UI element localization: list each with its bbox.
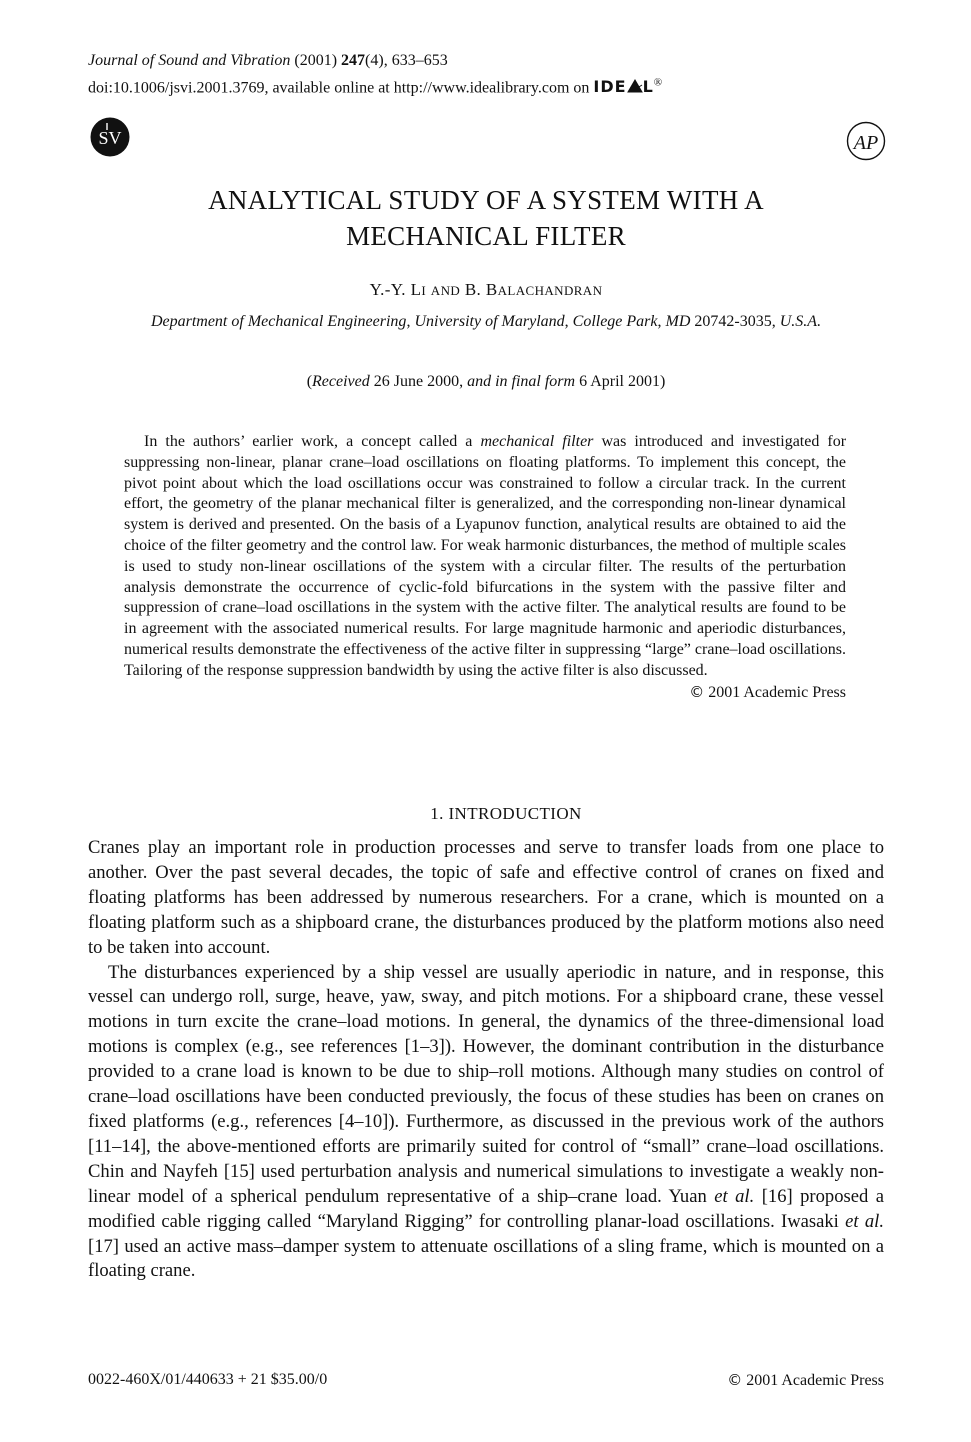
- citation-line: [88, 50, 662, 72]
- abstract-text: In the authors’ earlier work, a concept called a mechanical filter was introduced and investigated for suppressing non-linear, planar crane–load oscillations on floating platforms. To implement this concept, the pivot point about which the load oscillations occur was constrained to follow a circular track. In the current effort, the geometry of the planar mechanical filter is generalized, and the corresponding non-linear dynamical system is derived and presented. On the basis of a Lyapunov function, analytical results are obtained to aid the choice of the filter geometry and the control law. For weak harmonic disturbances, the method of multiple scales is used to study non-linear oscillations of the system with a circular filter. The results of the perturbation analysis demonstrate the occurrence of cyclic-fold bifurcations in the system with the passive filter and suppression of crane–load oscillations in the system with the active filter. The analytical results are found to be in agreement with the associated numerical results. For large magnitude harmonic and aperiodic disturbances, numerical results demonstrate the effectiveness of the active filter in suppressing “large” crane–load oscillations. Tailoring of the response suppression bandwidth by using the active filter is also discussed.: [124, 433, 847, 679]
- footer-code: 0022-460X/01/440633 + 21 $35.00/0: [88, 1371, 328, 1388]
- svg-text:SV: SV: [98, 128, 122, 148]
- abstract-term: mechanical filter: [480, 433, 594, 450]
- paragraph-1: Cranes play an important role in production processes and serve to transfer loads from one place to another. Over the past several decades, the topic of safe and effective control of cranes on fixed and floating platforms has been addressed by numerous researchers. For a crane, which is mounted on a floating platform such as a shipboard crane, the disturbances produced by the platform motions also need to be taken into account.: [88, 837, 884, 958]
- doi-text[interactable]: doi:10.1006/jsvi.2001.3769, available online at http://www.idealibrary.com on: [88, 79, 590, 97]
- journal-name: Journal of Sound and Vibration: [88, 52, 291, 69]
- paragraph-2: The disturbances experienced by a ship vessel are usually aperiodic in nature, and in response, this vessel can undergo roll, surge, heave, yaw, sway, and pitch motions. For a shipboard crane, these vessel motions in turn excite the crane–load motions. In general, the dynamics of the three-dimensional load motions is complex (e.g., see references [1–3]). However, the dominant contribution in the disturbance provided to a crane load is known to be due to ship–roll motions. Although many studies on control of crane–load oscillations have been conducted previously, the focus of these studies has been on cranes on fixed platforms (e.g., references [4–10]). Furthermore, as discussed in the previous work of the authors [11–14], the above-mentioned efforts are primarily suited for control of “small” crane–load oscillations. Chin and Nayfeh [15] used perturbation analysis and numerical simulations to investigate a weakly non-linear model of a spherical pendulum representative of a ship–crane load. Yuan et al. [16] proposed a modified cable rigging called “Maryland Rigging” for controlling planar-load oscillations. Iwasaki et al. [17] used an active mass–damper system to attenuate oscillations of a sling frame, which is mounted on a floating crane.: [88, 961, 885, 1282]
- ideal-logo: IDE L®: [593, 77, 663, 97]
- ap-publisher-logo: [846, 121, 886, 161]
- author-1: Y.-Y. LI: [369, 280, 427, 299]
- author-line: [88, 280, 884, 300]
- and-word: AND: [430, 283, 461, 298]
- received-dates: (Received 26 June 2000, and in final form 6 April 2001): [306, 373, 666, 390]
- abstract-copyright: © 2001 Academic Press: [689, 682, 846, 701]
- title-line-2: MECHANICAL FILTER: [346, 221, 626, 251]
- ideal-triangle-icon: [627, 79, 643, 93]
- journal-header: [88, 50, 662, 99]
- body-text: [88, 836, 884, 1284]
- affiliation: Department of Mechanical Engineering, University of Maryland, College Park, MD 20742-3035, U.S.A.: [150, 313, 822, 330]
- journal-volume: 247: [341, 52, 366, 69]
- title-line-1: ANALYTICAL STUDY OF A SYSTEM WITH A: [208, 185, 764, 215]
- section-heading: 1. INTRODUCTION: [430, 804, 582, 823]
- doi-line: [88, 72, 662, 99]
- abstract: [124, 432, 846, 703]
- journal-issue-pages: (4), 633–653: [365, 52, 448, 69]
- paper-title: [88, 182, 884, 254]
- sv-publisher-logo: [90, 117, 130, 157]
- author-2: B. BALACHANDRAN: [464, 280, 603, 299]
- journal-year: (2001): [294, 52, 338, 69]
- footer-copyright: © 2001 Academic Press: [727, 1371, 884, 1389]
- svg-text:AP: AP: [853, 132, 879, 154]
